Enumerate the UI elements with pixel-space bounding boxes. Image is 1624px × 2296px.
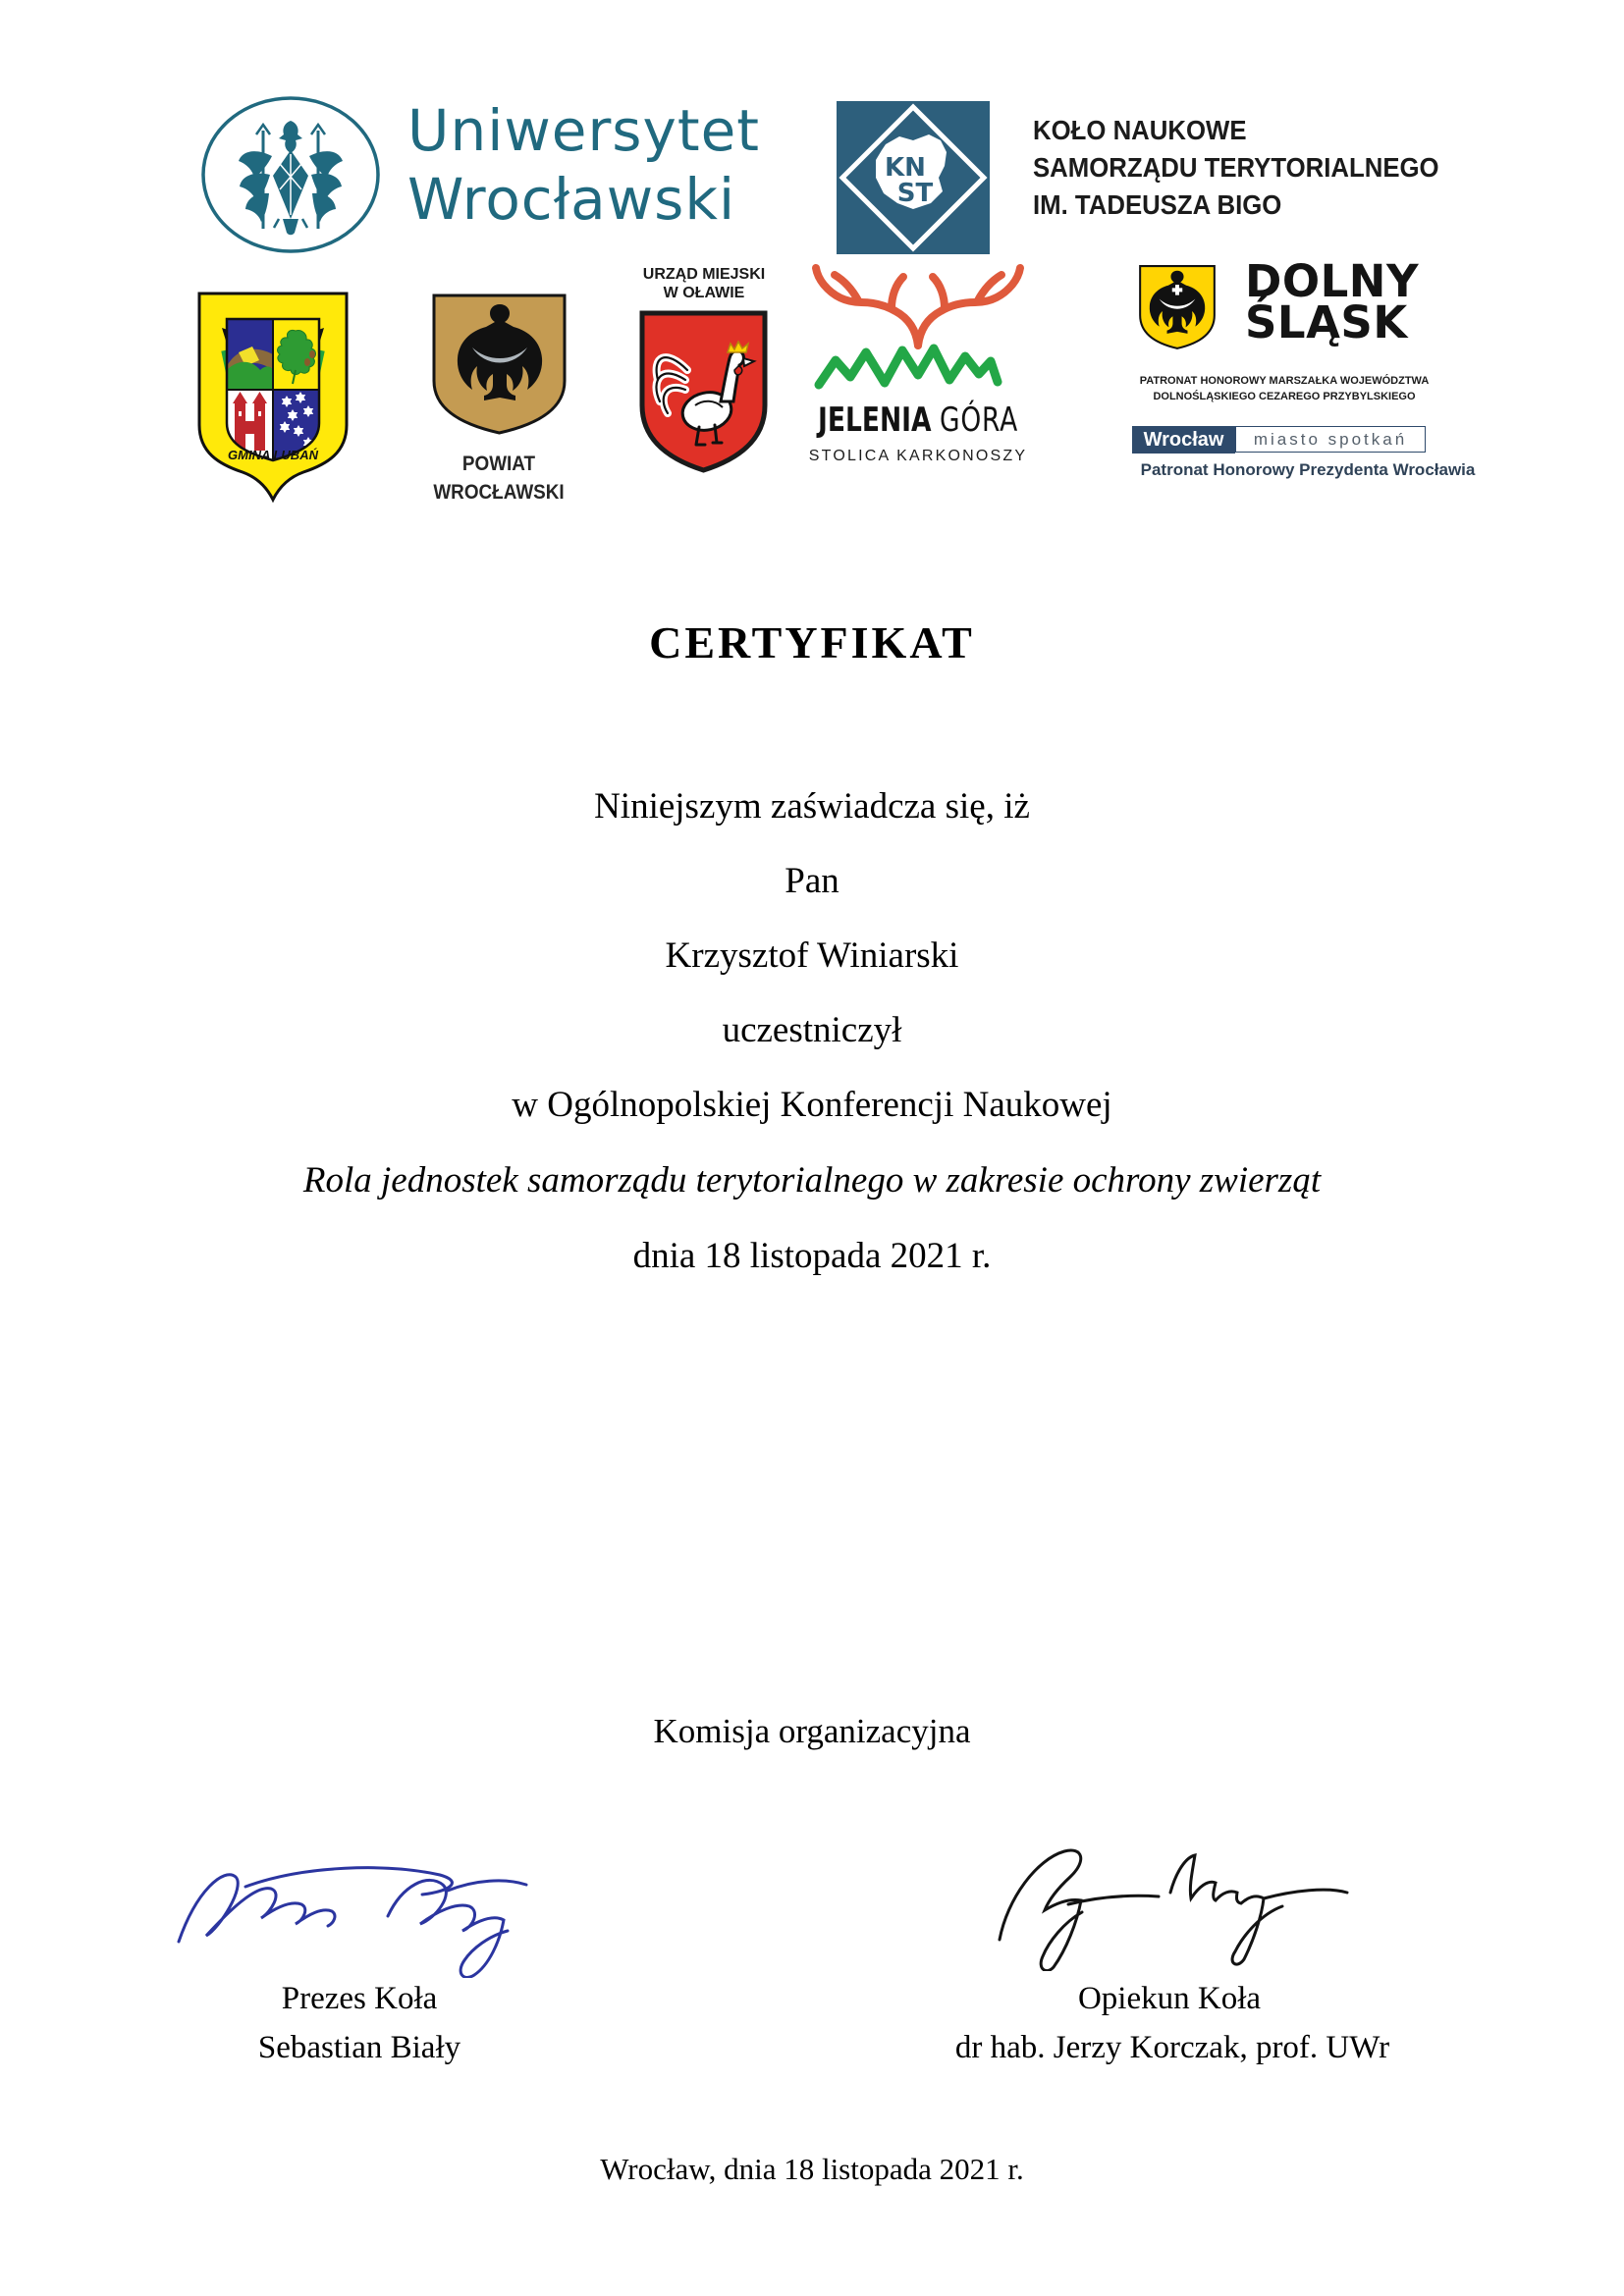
- knst-badge-st: ST: [896, 179, 934, 208]
- role-label-right: Opiekun Koła: [1077, 1981, 1262, 2016]
- certificate-title: CERTYFIKAT: [649, 617, 975, 667]
- gmina-luban-caption: GMINA LUBAŃ: [228, 448, 318, 462]
- wroclaw-city-logo: [1132, 426, 1426, 454]
- knst-badge-kn: KN: [885, 153, 926, 183]
- signer-name-right: dr hab. Jerzy Korczak, prof. UWr: [954, 2030, 1390, 2065]
- jelenia-gora-wordmark: [801, 400, 1036, 440]
- marshal-patronage-line2: DOLNOŚLĄSKIEGO CEZAREGO PRZYBYLSKIEGO: [1153, 391, 1416, 402]
- uwr-wordmark: [407, 96, 820, 234]
- dolny-slask-line1: DOLNY: [1245, 255, 1420, 307]
- powiat-line2: WROCŁAWSKI: [433, 481, 565, 504]
- certificate-intro-line: Niniejszym zaświadcza się, iż: [594, 786, 1030, 827]
- jelenia-wordmark-light: GÓRA: [939, 400, 1019, 440]
- olawa-line1: URZĄD MIEJSKI: [642, 266, 766, 283]
- powiat-wroclawski-coat-of-arms-icon: [429, 291, 569, 438]
- certificate-conference-title: Rola jednostek samorządu terytorialnego w zakresie ochrony zwierząt: [302, 1160, 1322, 1201]
- marshal-patronage-line1: PATRONAT HONOROWY MARSZAŁKA WOJEWÓDZTWA: [1139, 375, 1430, 387]
- uwr-wordmark-line2: Wrocławski: [407, 166, 736, 233]
- jelenia-gora-antlers-mountains-icon: [797, 257, 1039, 391]
- place-and-date-line: Wrocław, dnia 18 listopada 2021 r.: [600, 2152, 1024, 2186]
- signer-name-left: Sebastian Biały: [257, 2030, 461, 2065]
- olawa-line2: W OŁAWIE: [663, 285, 745, 301]
- role-label-left: Prezes Koła: [281, 1981, 438, 2016]
- certificate-salutation: Pan: [785, 861, 839, 901]
- certificate-conference-line: w Ogólnopolskiej Konferencji Naukowej: [512, 1085, 1112, 1125]
- signature-opiekun-kola: [982, 1814, 1365, 1971]
- powiat-line1: POWIAT: [461, 453, 536, 475]
- certificate-recipient-name: Krzysztof Winiarski: [665, 935, 959, 976]
- gmina-luban-coat-of-arms-icon: [193, 288, 352, 506]
- mayor-patronage-note: Patronat Honorowy Prezydenta Wrocławia: [1140, 460, 1476, 479]
- jelenia-gora-subtitle: STOLICA KARKONOSZY: [808, 448, 1028, 464]
- certificate-action-line: uczestniczył: [722, 1010, 902, 1050]
- powiat-wroclawski-wordmark: [402, 450, 596, 507]
- knst-line2: SAMORZĄDU TERYTORIALNEGO: [1033, 152, 1439, 183]
- dolny-slask-wordmark: [1245, 255, 1461, 348]
- wroclaw-logo-tagline: miasto spotkań: [1235, 426, 1426, 453]
- wroclaw-logo-label: Wrocław: [1132, 426, 1235, 454]
- olawa-office-label: [630, 265, 778, 302]
- dolny-slask-line2: ŚLĄSK: [1245, 296, 1408, 348]
- uwr-university-seal-icon: [197, 93, 384, 256]
- signature-prezes-kola: [167, 1826, 560, 1978]
- uwr-wordmark-line1: Uniwersytet: [407, 97, 760, 164]
- marshal-patronage-note: [1098, 373, 1471, 404]
- certificate-date-line: dnia 18 listopada 2021 r.: [632, 1236, 992, 1276]
- committee-heading: Komisja organizacyjna: [653, 1712, 971, 1750]
- dolny-slask-coat-of-arms-icon: [1137, 263, 1218, 351]
- knst-line3: IM. TADEUSZA BIGO: [1033, 189, 1282, 220]
- knst-poland-badge-icon: [837, 101, 990, 254]
- jelenia-wordmark-bold: JELENIA: [817, 400, 932, 440]
- knst-line1: KOŁO NAUKOWE: [1033, 115, 1247, 145]
- knst-wordmark: [1033, 112, 1448, 224]
- olawa-rooster-coat-of-arms-icon: [636, 307, 771, 476]
